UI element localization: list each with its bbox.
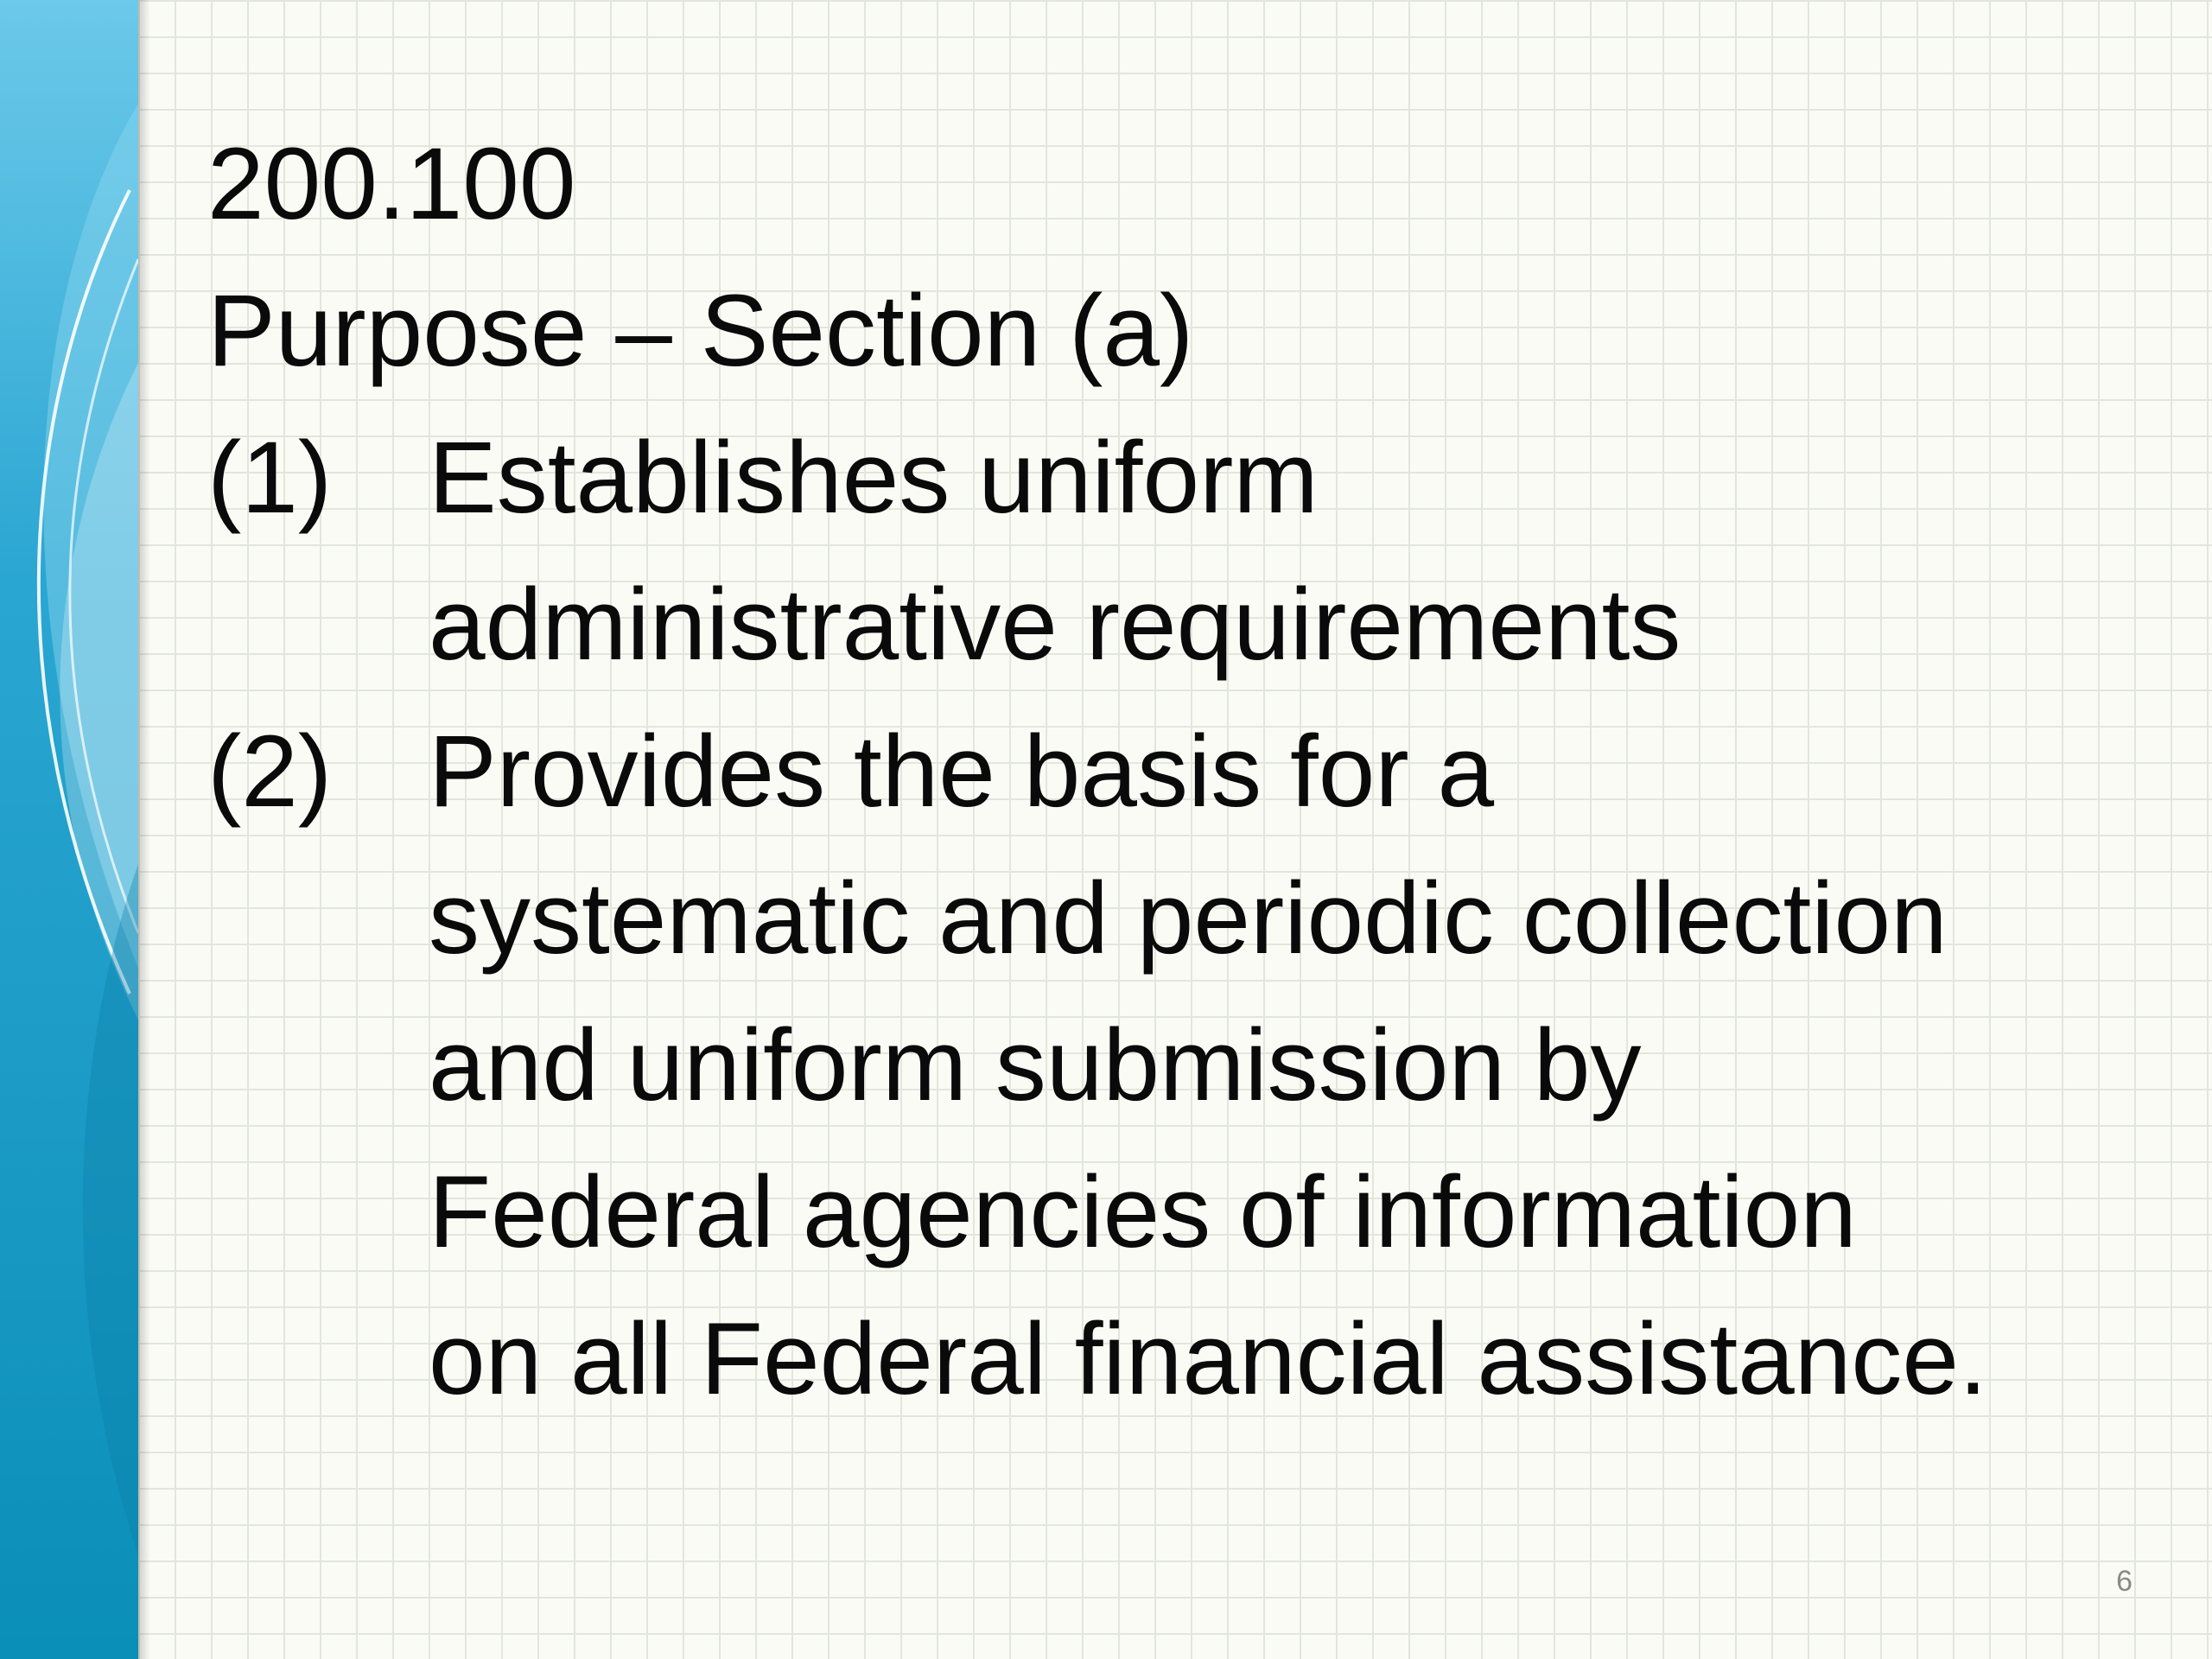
item-text-line: Federal agencies of information xyxy=(429,1155,1857,1269)
section-number: 200.100 xyxy=(207,127,576,241)
item-text xyxy=(429,698,1987,1433)
item-text-line: systematic and periodic collection xyxy=(429,861,1948,976)
section-title: Purpose – Section (a) xyxy=(207,274,1194,388)
page-number: 6 xyxy=(2116,1565,2133,1598)
band-shadow xyxy=(138,0,150,1659)
item-text-line: on all Federal financial assistance. xyxy=(429,1302,1987,1416)
list-item xyxy=(207,698,2143,1433)
item-text-line: Establishes uniform xyxy=(429,421,1319,535)
item-number: (2) xyxy=(207,715,333,829)
item-text-line: and uniform submission by xyxy=(429,1008,1642,1122)
slide-content xyxy=(207,111,2143,1433)
list-item xyxy=(207,404,2143,698)
wave-decoration-icon xyxy=(0,0,138,1659)
decorative-side-band xyxy=(0,0,138,1659)
item-text-line: administrative requirements xyxy=(429,568,1681,682)
item-text xyxy=(429,404,1681,698)
item-number: (1) xyxy=(207,421,333,535)
item-text-line: Provides the basis for a xyxy=(429,715,1495,829)
